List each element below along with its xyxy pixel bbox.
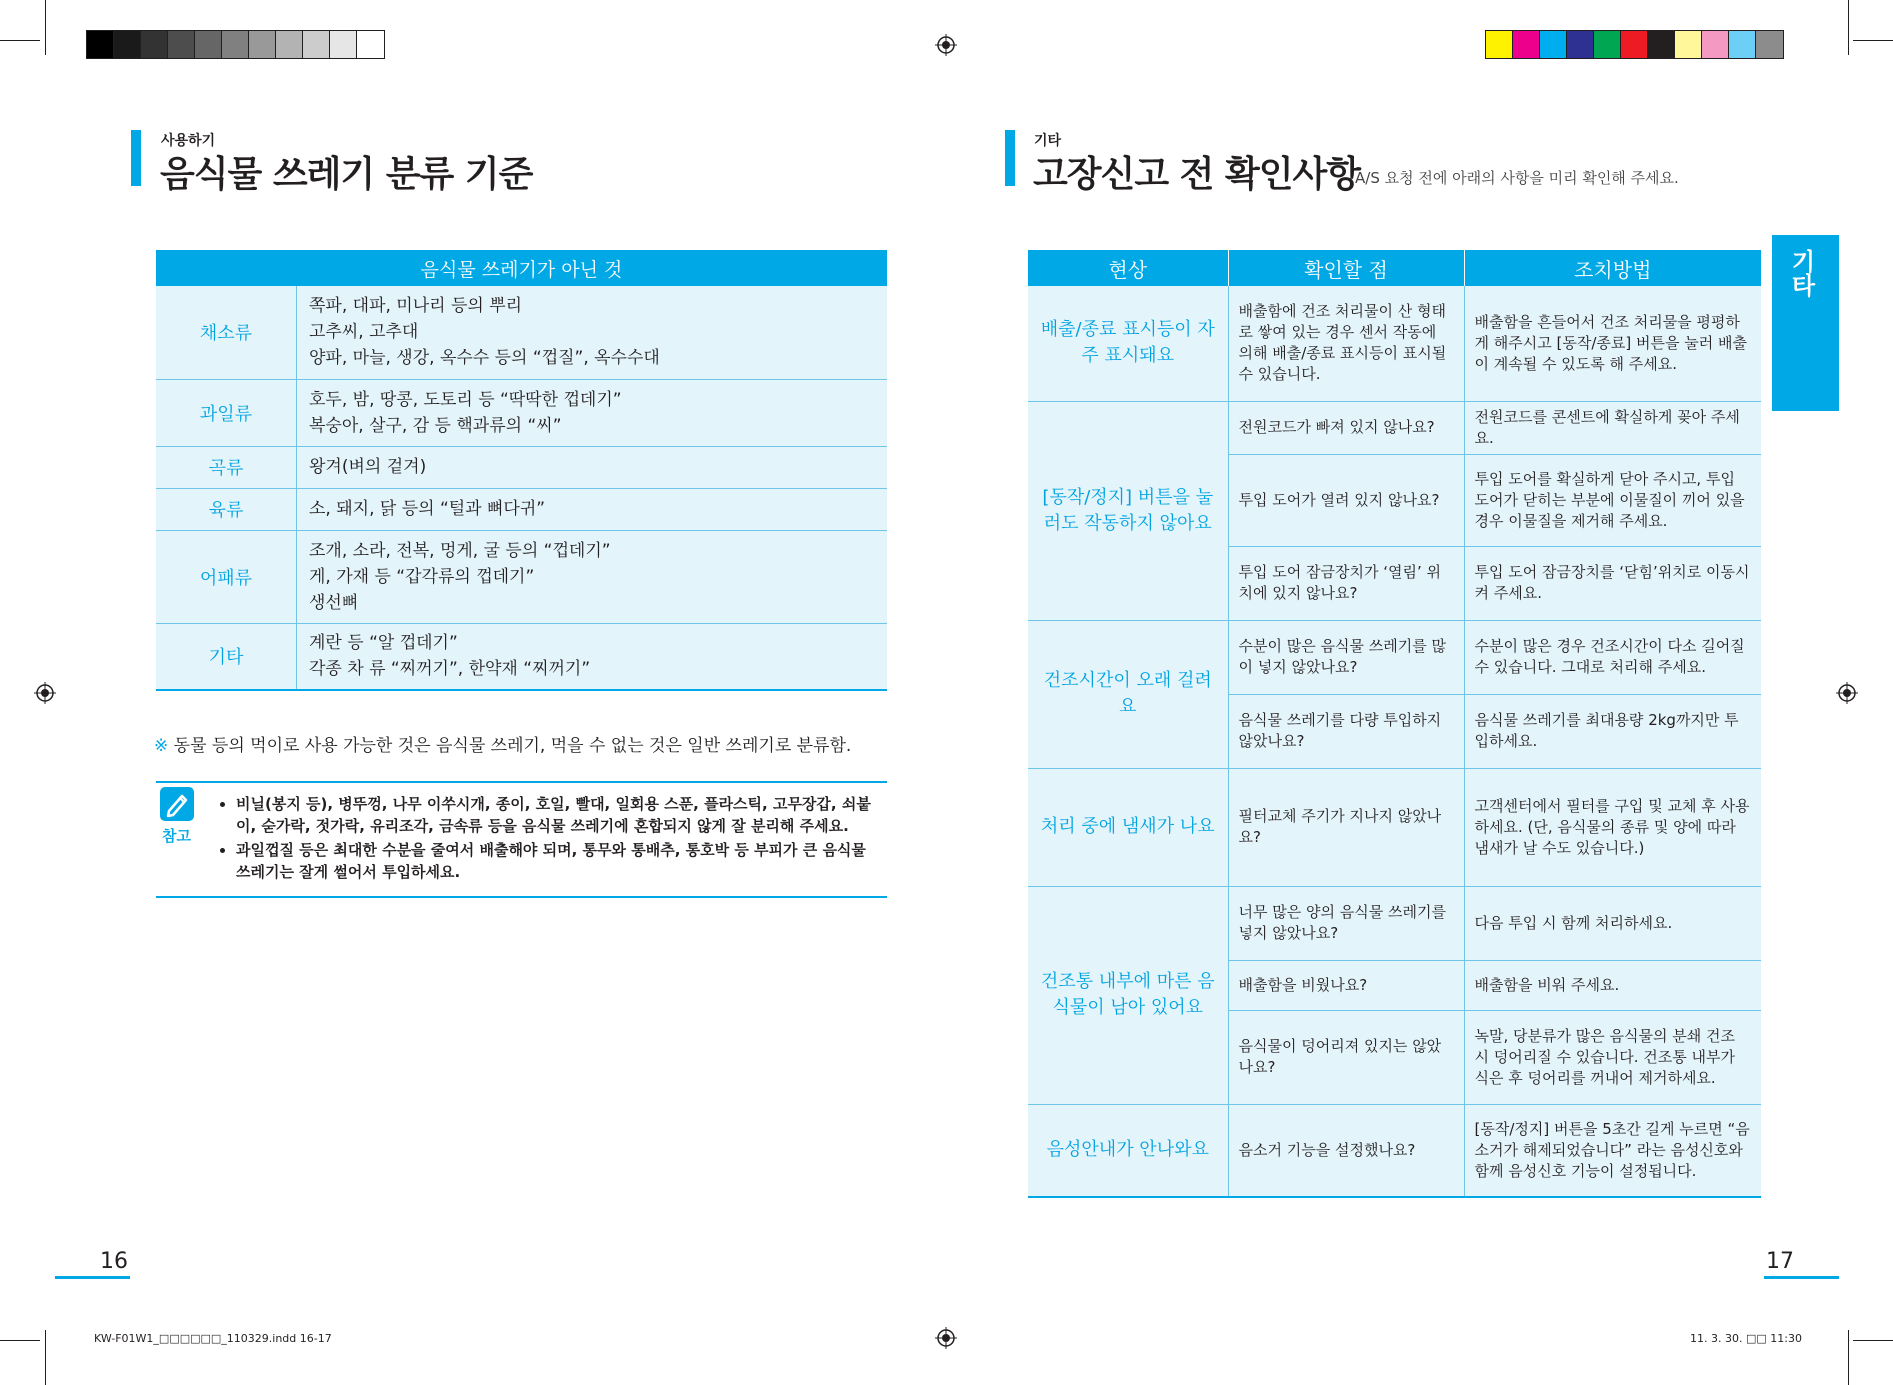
- action-cell: 배출함을 흔들어서 건조 처리물을 평평하게 해주시고 [동작/종료] 버튼을 눌러 배출이 계속될 수 있도록 해 주세요.: [1464, 286, 1761, 401]
- action-cell: 수분이 많은 경우 건조시간이 다소 길어질 수 있습니다. 그대로 처리해 주세요.: [1464, 620, 1761, 694]
- check-cell: 투입 도어 잠금장치가 ‘열림’ 위치에 있지 않나요?: [1228, 546, 1464, 620]
- items-cell: [297, 379, 888, 446]
- action-cell: 투입 도어를 확실하게 닫아 주시고, 투입 도어가 닫히는 부분에 이물질이 끼어 있을 경우 이물질을 제거해 주세요.: [1464, 454, 1761, 546]
- table-row: [156, 530, 887, 623]
- symptom-cell: 배출/종료 표시등이 자주 표시돼요: [1028, 286, 1228, 401]
- check-cell: 너무 많은 양의 음식물 쓰레기를 넣지 않았나요?: [1228, 886, 1464, 960]
- list-item: • 과일껍질 등은 최대한 수분을 줄여서 배출해야 되며, 통무와 통배추, 통호박 등 부피가 큰 음식물 쓰레기는 잘게 썰어서 투입하세요.: [236, 839, 876, 883]
- color-swatch: [1675, 31, 1702, 58]
- item-line: 복숭아, 살구, 감 등 핵과류의 “씨”: [309, 415, 562, 436]
- check-cell: 음식물 쓰레기를 다량 투입하지 않았나요?: [1228, 694, 1464, 768]
- crop-mark: [0, 40, 40, 41]
- gray-swatch: [330, 31, 357, 58]
- crop-mark: [1848, 1330, 1849, 1385]
- registration-mark-icon: [935, 34, 957, 56]
- symptom-cell: 음성안내가 안나와요: [1028, 1104, 1228, 1197]
- section-kicker: 기타: [1034, 133, 1062, 149]
- table-row: [1028, 1104, 1761, 1197]
- action-cell: 배출함을 비워 주세요.: [1464, 960, 1761, 1010]
- items-cell: [297, 286, 888, 379]
- category-cell: 기타: [156, 623, 297, 690]
- page-number: 17: [1766, 1249, 1794, 1274]
- category-cell: 육류: [156, 488, 297, 530]
- category-cell: 과일류: [156, 379, 297, 446]
- color-swatch: [1567, 31, 1594, 58]
- action-cell: 음식물 쓰레기를 최대용량 2kg까지만 투입하세요.: [1464, 694, 1761, 768]
- table-header: 음식물 쓰레기가 아닌 것: [156, 250, 887, 286]
- crop-mark: [45, 0, 46, 55]
- list-item: • 비닐(봉지 등), 병뚜껑, 나무 이쑤시개, 종이, 호일, 빨대, 일회용 스푼, 플라스틱, 고무장갑, 쇠붙이, 숟가락, 젓가락, 유리조각, 금속류 등을 음식물 쓰레기에 혼합되지 않게 잘 분리해 주세요.: [236, 793, 876, 837]
- action-cell: 녹말, 당분류가 많은 음식물의 분쇄 건조 시 덩어리질 수 있습니다. 건조통 내부가 식은 후 덩어리를 꺼내어 제거하세요.: [1464, 1010, 1761, 1104]
- table-row: [1028, 886, 1761, 960]
- page-title: 음식물 쓰레기 분류 기준: [160, 154, 533, 195]
- items-cell: [297, 446, 888, 488]
- category-cell: 어패류: [156, 530, 297, 623]
- action-cell: [동작/정지] 버튼을 5초간 길게 누르면 “음소거가 해제되었습니다” 라는 음성신호와 함께 음성신호 기능이 설정됩니다.: [1464, 1104, 1761, 1197]
- pencil-note-icon: [160, 787, 194, 821]
- action-cell: 다음 투입 시 함께 처리하세요.: [1464, 886, 1761, 960]
- side-tab-label: 기타: [1787, 249, 1815, 297]
- check-cell: 수분이 많은 음식물 쓰레기를 많이 넣지 않았나요?: [1228, 620, 1464, 694]
- gray-swatch: [141, 31, 168, 58]
- classification-note: [154, 731, 851, 756]
- item-line: 계란 등 “알 껍데기”: [309, 633, 458, 654]
- page-title: 고장신고 전 확인사항: [1033, 154, 1361, 195]
- symptom-cell: 건조시간이 오래 걸려요: [1028, 620, 1228, 768]
- crop-mark: [1848, 0, 1849, 55]
- crop-mark: [1853, 40, 1893, 41]
- registration-mark-icon: [935, 1327, 957, 1349]
- item-line: 고추씨, 고추대: [309, 322, 419, 343]
- symptom-cell: 건조통 내부에 마른 음식물이 남아 있어요: [1028, 886, 1228, 1104]
- item-line: 생선뼈: [309, 592, 359, 613]
- check-cell: 투입 도어가 열려 있지 않나요?: [1228, 454, 1464, 546]
- table-row: [1028, 401, 1761, 454]
- page-number-underline: [1764, 1276, 1839, 1279]
- items-cell: [297, 623, 888, 690]
- color-swatch: [1729, 31, 1756, 58]
- registration-mark-icon: [1836, 682, 1858, 704]
- note-mark: ※: [154, 736, 169, 756]
- item-line: 조개, 소라, 전복, 멍게, 굴 등의 “껍데기”: [309, 540, 611, 561]
- action-cell: 고객센터에서 필터를 구입 및 교체 후 사용하세요. (단, 음식물의 종류 및 양에 따라 냄새가 날 수도 있습니다.): [1464, 768, 1761, 886]
- reference-list: [216, 793, 876, 885]
- page-number: 16: [100, 1249, 128, 1274]
- file-slug: KW-F01W1_□□□□□□_110329.indd 16-17: [94, 1332, 332, 1345]
- registration-mark-icon: [34, 682, 56, 704]
- page-subtitle: A/S 요청 전에 아래의 사항을 미리 확인해 주세요.: [1355, 169, 1679, 187]
- item-line: 양파, 마늘, 생강, 옥수수 등의 “껍질”, 옥수수대: [309, 348, 660, 369]
- item-line: 소, 돼지, 닭 등의 “털과 뼈다귀”: [309, 499, 546, 519]
- item-line: 쪽파, 대파, 미나리 등의 뿌리: [309, 296, 523, 317]
- table-row: [156, 286, 887, 379]
- check-cell: 음소거 기능을 설정했나요?: [1228, 1104, 1464, 1197]
- color-swatch: [1540, 31, 1567, 58]
- crop-mark: [0, 1340, 40, 1341]
- table-row: [156, 488, 887, 530]
- action-cell: 전원코드를 콘센트에 확실하게 꽂아 주세요.: [1464, 401, 1761, 454]
- non-food-waste-table: [156, 250, 887, 691]
- check-cell: 배출함에 건조 처리물이 산 형태로 쌓여 있는 경우 센서 작동에 의해 배출/종료 표시등이 표시될 수 있습니다.: [1228, 286, 1464, 401]
- gray-swatch: [114, 31, 141, 58]
- title-accent-bar: [131, 130, 141, 186]
- gray-swatch: [249, 31, 276, 58]
- title-accent-bar: [1005, 130, 1015, 186]
- column-header-action: 조치방법: [1464, 250, 1761, 286]
- gray-swatch: [87, 31, 114, 58]
- symptom-cell: [동작/정지] 버튼을 눌러도 작동하지 않아요: [1028, 401, 1228, 620]
- column-header-check: 확인할 점: [1228, 250, 1464, 286]
- symptom-cell: 처리 중에 냄새가 나요: [1028, 768, 1228, 886]
- color-swatch: [1756, 31, 1783, 58]
- color-swatch: [1648, 31, 1675, 58]
- check-cell: 필터교체 주기가 지나지 않았나요?: [1228, 768, 1464, 886]
- table-row: [1028, 620, 1761, 694]
- page-number-underline: [55, 1276, 130, 1279]
- grayscale-bar: [86, 30, 385, 59]
- items-cell: [297, 488, 888, 530]
- table-row: [156, 623, 887, 690]
- table-row: [1028, 286, 1761, 401]
- gray-swatch: [168, 31, 195, 58]
- color-swatch: [1594, 31, 1621, 58]
- gray-swatch: [276, 31, 303, 58]
- item-line: 각종 차 류 “찌꺼기”, 한약재 “찌꺼기”: [309, 659, 591, 680]
- gray-swatch: [195, 31, 222, 58]
- color-swatch: [1486, 31, 1513, 58]
- column-header-symptom: 현상: [1028, 250, 1228, 286]
- reference-box: [156, 781, 887, 898]
- table-row: [1028, 768, 1761, 886]
- gray-swatch: [303, 31, 330, 58]
- crop-mark: [45, 1330, 46, 1385]
- troubleshooting-table: [1028, 250, 1761, 1198]
- gray-swatch: [357, 31, 384, 58]
- color-bar: [1485, 30, 1784, 59]
- reference-label: 참고: [162, 827, 191, 845]
- color-swatch: [1621, 31, 1648, 58]
- category-cell: 채소류: [156, 286, 297, 379]
- items-cell: [297, 530, 888, 623]
- check-cell: 전원코드가 빠져 있지 않나요?: [1228, 401, 1464, 454]
- category-cell: 곡류: [156, 446, 297, 488]
- item-line: 왕겨(벼의 겉겨): [309, 457, 427, 477]
- item-line: 게, 가재 등 “갑각류의 껍데기”: [309, 566, 535, 587]
- item-line: 호두, 밤, 땅콩, 도토리 등 “딱딱한 껍데기”: [309, 389, 622, 410]
- action-cell: 투입 도어 잠금장치를 ‘닫힘’위치로 이동시켜 주세요.: [1464, 546, 1761, 620]
- check-cell: 음식물이 덩어리져 있지는 않았나요?: [1228, 1010, 1464, 1104]
- section-side-tab: [1772, 235, 1839, 411]
- section-kicker: 사용하기: [161, 133, 216, 149]
- print-date-slug: 11. 3. 30. □□ 11:30: [1690, 1332, 1802, 1345]
- note-text: 동물 등의 먹이로 사용 가능한 것은 음식물 쓰레기, 먹을 수 없는 것은 일반 쓰레기로 분류함.: [173, 736, 852, 756]
- crop-mark: [1853, 1340, 1893, 1341]
- table-row: [156, 379, 887, 446]
- check-cell: 배출함을 비웠나요?: [1228, 960, 1464, 1010]
- color-swatch: [1702, 31, 1729, 58]
- table-row: [156, 446, 887, 488]
- gray-swatch: [222, 31, 249, 58]
- color-swatch: [1513, 31, 1540, 58]
